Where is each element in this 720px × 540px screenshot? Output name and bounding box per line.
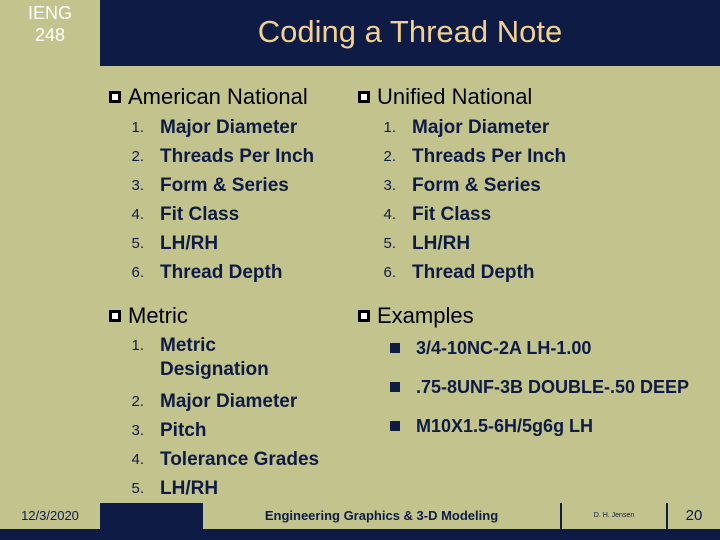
list-item: 3. Form & Series [131,175,289,196]
metric-heading [108,303,188,329]
course-number: 248 [34,25,66,45]
american-national-label: American National [128,84,308,109]
course-code: IENG [27,3,72,23]
list-item: 4. Fit Class [383,204,492,225]
list-item: 2. Threads Per Inch [383,146,567,167]
example-item: 3/4-10NC-2A LH-1.00 [386,338,689,358]
unified-national-heading [357,84,532,110]
footer-course-title: Engineering Graphics & 3-D Modeling [203,503,560,529]
footer-date: 12/3/2020 [0,503,100,529]
list-item: 3. Pitch [131,420,207,441]
list-item: Designation [160,359,269,380]
example-item: M10X1.5-6H/5g6g LH [386,416,689,436]
list-item: 5. LH/RH [131,233,219,254]
metric-list [120,334,319,503]
square-bullet-icon [390,382,400,392]
square-bullet-icon [357,90,371,104]
square-bullet-icon [108,309,122,323]
unified-national-list [372,113,566,287]
list-item: 2. Threads Per Inch [131,146,315,167]
metric-label: Metric [128,303,188,328]
american-national-heading [108,84,308,110]
square-bullet-icon [390,343,400,353]
list-item: 6. Thread Depth [383,262,535,283]
list-item: 4. Tolerance Grades [131,449,320,470]
unified-national-label: Unified National [377,84,533,109]
list-item: 2. Major Diameter [131,391,298,412]
list-item: 5. LH/RH [131,478,219,499]
american-national-list [120,113,314,287]
footer-author: D. H. Jensen [562,503,666,529]
list-item: 1. Major Diameter [131,117,298,138]
examples-label: Examples [377,303,474,328]
list-item: 4. Fit Class [131,204,240,225]
examples-heading [357,303,474,329]
left-sidebar [0,0,100,503]
slide-title: Coding a Thread Note [257,14,563,49]
list-item: 1. Metric [131,335,216,356]
list-item: 6. Thread Depth [131,262,283,283]
square-bullet-icon [357,309,371,323]
list-item: 3. Form & Series [383,175,541,196]
course-label [0,2,100,46]
list-item: 5. LH/RH [383,233,471,254]
examples-list [386,338,689,455]
page-number: 20 [668,503,720,529]
list-item: 1. Major Diameter [383,117,550,138]
square-bullet-icon [390,421,400,431]
example-item: .75-8UNF-3B DOUBLE-.50 DEEP [386,377,689,397]
square-bullet-icon [108,90,122,104]
